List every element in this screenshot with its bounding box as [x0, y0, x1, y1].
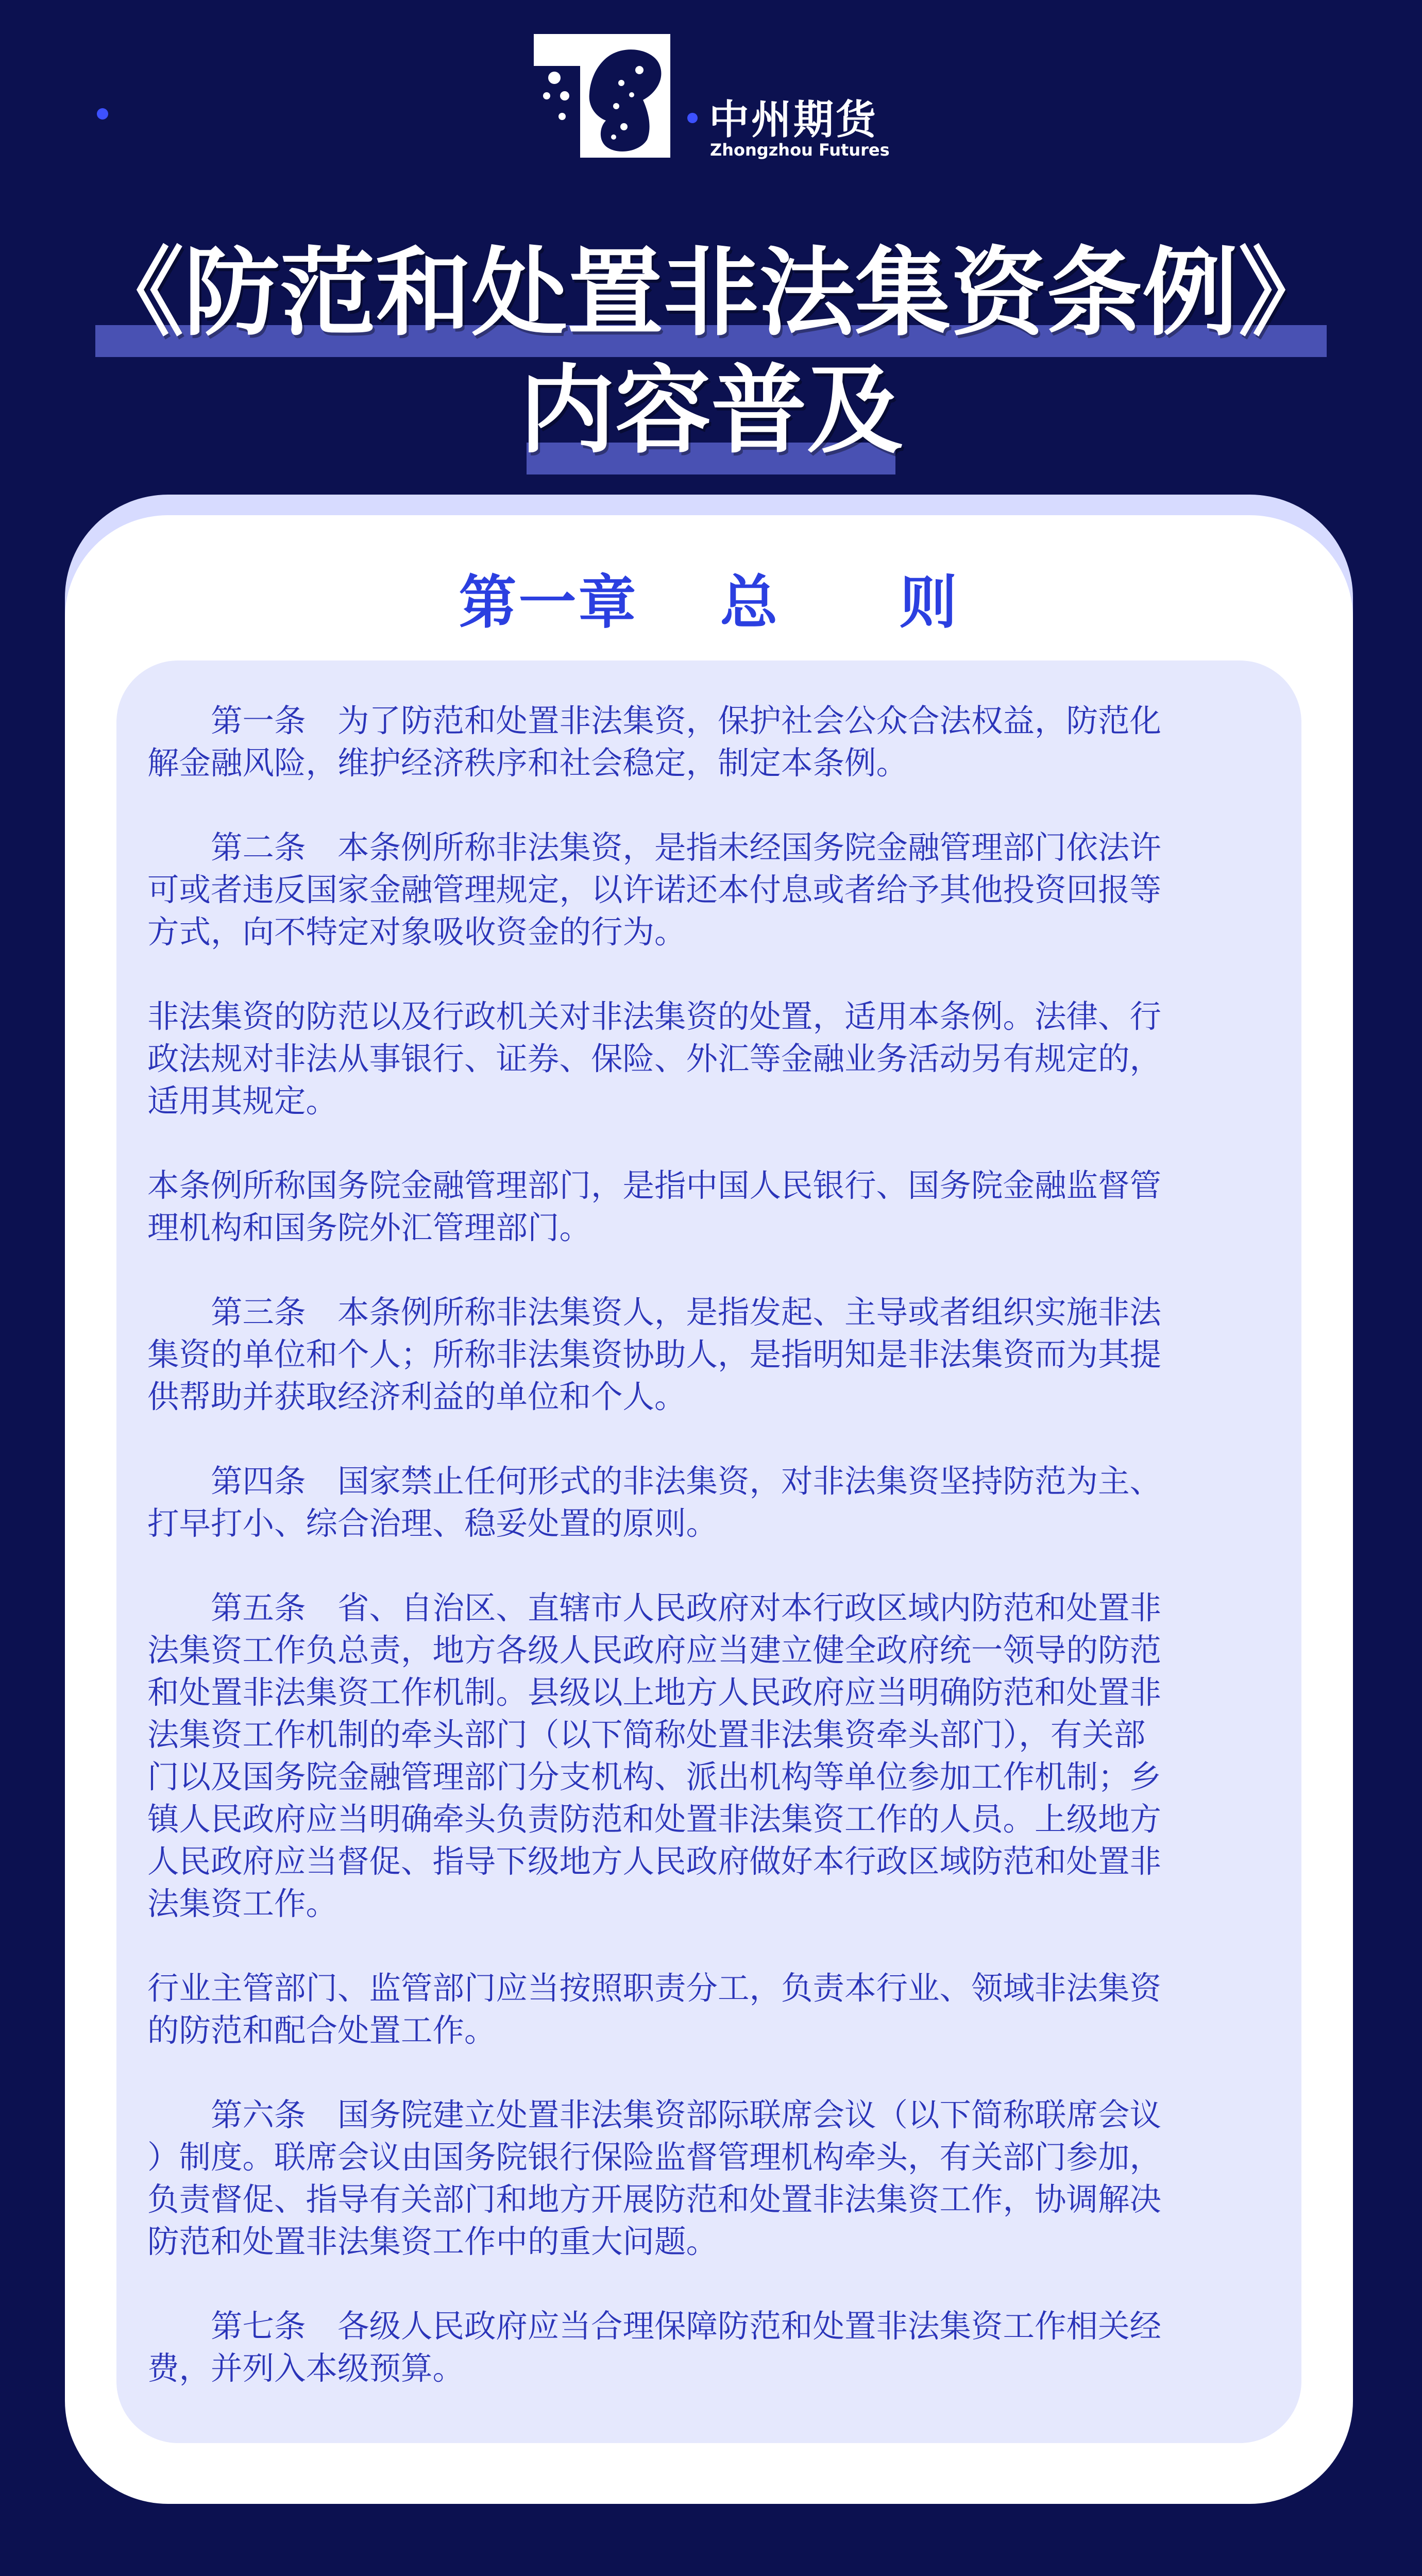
brand-logo	[534, 34, 889, 158]
body-line: 政法规对非法从事银行、证券、保险、外汇等金融业务活动另有规定的，	[147, 1040, 1162, 1077]
body-line: 负责督促、指导有关部门和地方开展防范和处置非法集资工作，协调解决	[147, 2181, 1162, 2218]
logo-dot	[687, 113, 698, 123]
body-line: 法集资工作机制的牵头部门（以下简称处置非法集资牵头部门），有关部	[147, 1716, 1146, 1753]
page-title-line1-wrap	[0, 216, 1422, 354]
body-line: 方式，向不特定对象吸收资金的行为。	[147, 913, 686, 951]
body-line: 人民政府应当督促、指导下级地方人民政府做好本行政区域防范和处置非	[147, 1843, 1162, 1880]
body-line: 供帮助并获取经济利益的单位和个人。	[147, 1378, 686, 1415]
body-line: 解金融风险，维护经济秩序和社会稳定，制定本条例。	[147, 744, 908, 782]
body-line: 法集资工作。	[147, 1885, 338, 1922]
brand-name-cn: 中州期货	[709, 97, 878, 143]
body-line: 打早打小、综合治理、稳妥处置的原则。	[147, 1505, 718, 1542]
decorative-dot	[97, 108, 108, 120]
chapter-heading: 第一章 总 则	[459, 569, 959, 636]
body-line: 集资的单位和个人；所称非法集资协助人，是指明知是非法集资而为其提	[147, 1336, 1162, 1373]
body-line: 镇人民政府应当明确牵头负责防范和处置非法集资工作的人员。上级地方	[147, 1801, 1162, 1838]
body-line: 第一条 为了防范和处置非法集资，保护社会公众合法权益，防范化	[147, 702, 1162, 739]
body-line: ）制度。联席会议由国务院银行保险监督管理机构牵头，有关部门参加，	[147, 2139, 1162, 2176]
body-line: 费，并列入本级预算。	[147, 2350, 465, 2387]
body-line	[147, 953, 1271, 995]
body-line: 非法集资的防范以及行政机关对非法集资的处置，适用本条例。法律、行	[147, 998, 1162, 1035]
brand-name-en: Zhongzhou Futures	[710, 140, 890, 160]
body-line	[147, 1249, 1271, 1291]
body-line: 第六条 国务院建立处置非法集资部际联席会议（以下简称联席会议	[147, 2096, 1162, 2133]
body-line: 第五条 省、自治区、直辖市人民政府对本行政区域内防范和处置非	[147, 1589, 1162, 1626]
body-line	[147, 1418, 1271, 1460]
body-line: 可或者违反国家金融管理规定，以许诺还本付息或者给予其他投资回报等	[147, 871, 1162, 908]
body-line	[147, 1545, 1271, 1587]
body-line: 行业主管部门、监管部门应当按照职责分工，负责本行业、领域非法集资	[147, 1970, 1162, 2007]
page-title-line2-wrap	[0, 334, 1422, 471]
body-line: 第七条 各级人民政府应当合理保障防范和处置非法集资工作相关经	[147, 2308, 1162, 2345]
leopard-logo-icon	[534, 34, 670, 158]
body-line: 门以及国务院金融管理部门分支机构、派出机构等单位参加工作机制；乡	[147, 1758, 1162, 1795]
page-title-text1: 《防范和处置非法集资条例》	[88, 237, 1334, 349]
body-line: 第二条 本条例所称非法集资，是指未经国务院金融管理部门依法许	[147, 829, 1162, 866]
body-line: 第三条 本条例所称非法集资人，是指发起、主导或者组织实施非法	[147, 1294, 1162, 1331]
body-line: 适用其规定。	[147, 1082, 338, 1120]
body-line: 本条例所称国务院金融管理部门，是指中国人民银行、国务院金融监督管	[147, 1167, 1162, 1204]
page-title-line2	[519, 334, 903, 471]
body-line: 防范和处置非法集资工作中的重大问题。	[147, 2223, 718, 2260]
body-line	[147, 1925, 1271, 1967]
article-body	[147, 700, 1271, 2389]
body-line	[147, 2052, 1271, 2094]
body-line: 的防范和配合处置工作。	[147, 2012, 496, 2049]
page-title-line1	[88, 216, 1334, 354]
body-line	[147, 1122, 1271, 1164]
body-line	[147, 2263, 1271, 2305]
page-title-text2: 内容普及	[519, 354, 903, 466]
body-line: 和处置非法集资工作机制。县级以上地方人民政府应当明确防范和处置非	[147, 1674, 1162, 1711]
body-line: 法集资工作负总责，地方各级人民政府应当建立健全政府统一领导的防范	[147, 1632, 1162, 1669]
body-line: 第四条 国家禁止任何形式的非法集资，对非法集资坚持防范为主、	[147, 1463, 1162, 1500]
body-line	[147, 784, 1271, 826]
body-line: 理机构和国务院外汇管理部门。	[147, 1209, 591, 1246]
